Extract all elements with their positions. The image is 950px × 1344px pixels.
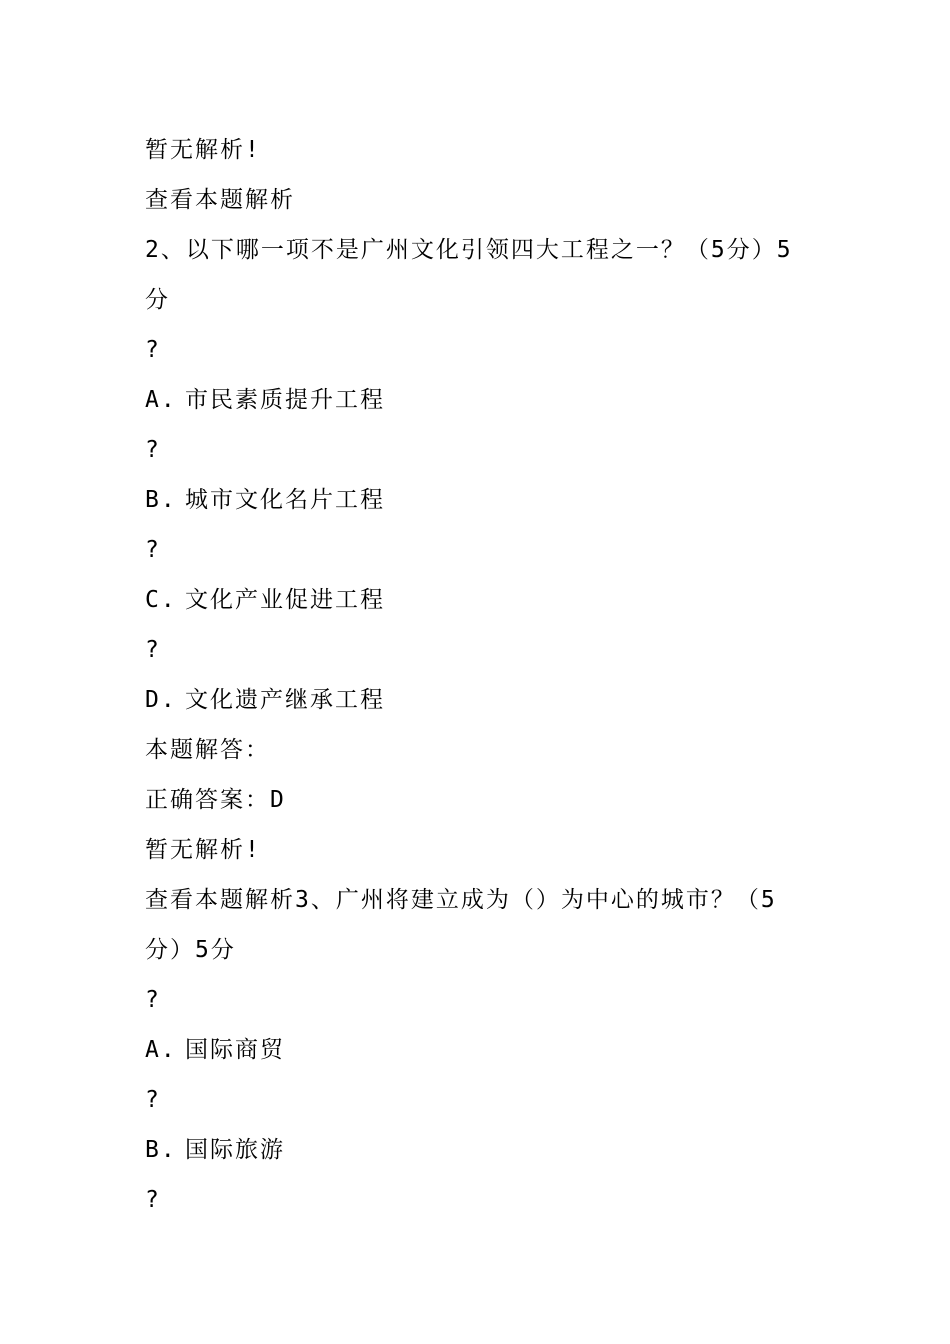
option-marker: ? [145,987,161,1013]
question-2-text: 2、以下哪一项不是广州文化引领四大工程之一？（5分）5 [145,237,793,263]
no-analysis-text: 暂无解析! [145,137,261,163]
option-marker: ? [145,437,161,463]
no-analysis-text: 暂无解析! [145,837,261,863]
q3-option-b[interactable] [145,1125,825,1175]
correct-answer: 正确答案：D [145,787,286,813]
document-page [145,125,825,1225]
option-text: 城市文化名片工程 [185,487,385,513]
option-text: 市民素质提升工程 [185,387,385,413]
option-text: 国际商贸 [185,1037,285,1063]
option-text: 文化产业促进工程 [185,587,385,613]
option-letter: D. [145,687,177,713]
view-analysis-link[interactable]: 查看本题解析 [145,187,295,213]
question-2-text-cont: 分 [145,287,170,313]
option-letter: A. [145,1037,177,1063]
q2-option-c[interactable] [145,575,825,625]
q2-option-b[interactable] [145,475,825,525]
question-3-text-cont: 分）5分 [145,937,236,963]
question-3-text[interactable]: 查看本题解析3、广州将建立成为（）为中心的城市？（5 [145,887,777,913]
option-letter: B. [145,487,177,513]
q3-option-a[interactable] [145,1025,825,1075]
answer-heading: 本题解答： [145,737,270,763]
option-text: 国际旅游 [185,1137,285,1163]
option-marker: ? [145,1187,161,1213]
option-marker: ? [145,637,161,663]
option-marker: ? [145,537,161,563]
option-text: 文化遗产继承工程 [185,687,385,713]
q2-option-a[interactable] [145,375,825,425]
option-marker: ? [145,337,161,363]
option-letter: A. [145,387,177,413]
option-marker: ? [145,1087,161,1113]
option-letter: B. [145,1137,177,1163]
q2-option-d[interactable] [145,675,825,725]
option-letter: C. [145,587,177,613]
